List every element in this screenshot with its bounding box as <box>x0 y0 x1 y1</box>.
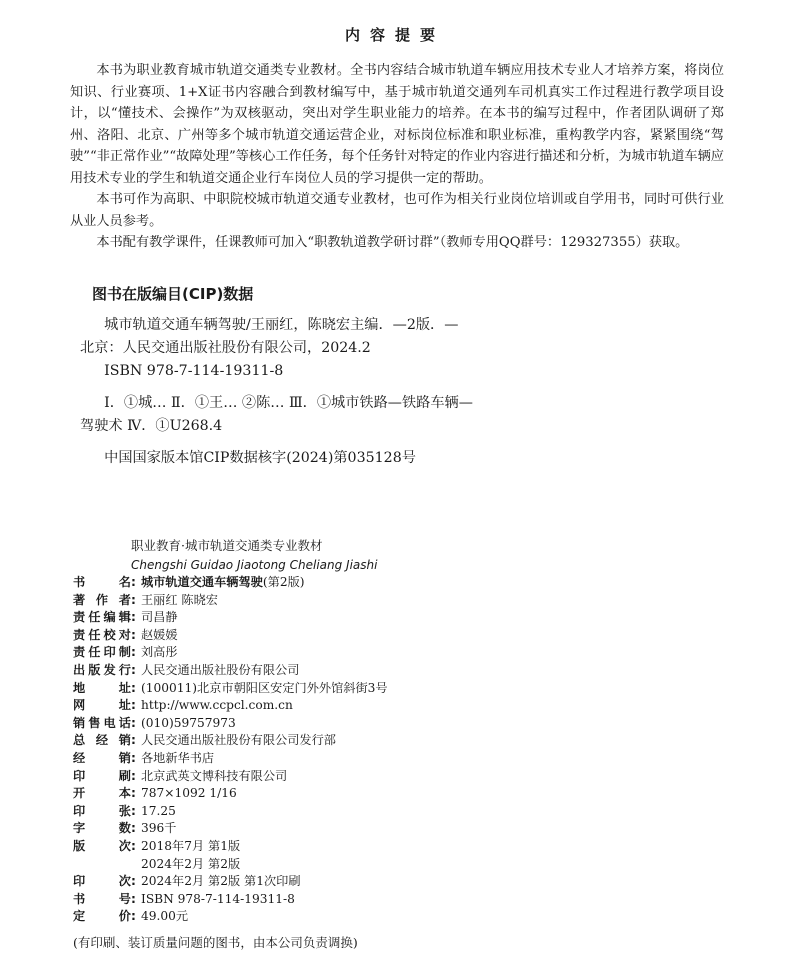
credit-value: 各地新华书店 <box>141 750 215 765</box>
credit-value: 刘高彤 <box>141 645 178 660</box>
edition-note: (第2版) <box>262 575 305 589</box>
credit-row-title: 书名: 城市轨道交通车辆驾驶(第2版) <box>73 574 388 592</box>
summary-paragraph: 本书配有教学课件，任课教师可加入“职教轨道教学研讨群”（教师专用QQ群号：129327355）获取。 <box>96 235 689 250</box>
credit-label: 印刷 <box>73 768 131 783</box>
credit-value: 396千 <box>141 821 177 836</box>
credit-label: 销售电话 <box>73 715 131 730</box>
cip-line: 北京：人民交通出版社股份有限公司，2024.2 <box>80 340 371 356</box>
credit-label: 定价 <box>73 909 131 924</box>
credit-label: 总经销 <box>73 733 131 748</box>
credit-value: 2024年2月 第2版 第1次印刷 <box>141 874 301 889</box>
credit-row-publisher: 出版发行: 人民交通出版社股份有限公司 <box>73 662 388 680</box>
credit-label: 责任印制 <box>73 645 131 660</box>
credit-value: 赵媛媛 <box>141 627 178 642</box>
cip-line: Ⅰ．①城… Ⅱ．①王… ②陈… Ⅲ．①城市铁路—铁路车辆— <box>104 395 473 411</box>
credit-row-edition: 版次: 2018年7月 第1版 <box>73 838 388 856</box>
credits-table <box>73 574 388 926</box>
credit-row-distributor: 总经销: 人民交通出版社股份有限公司发行部 <box>73 732 388 750</box>
credit-value: 王丽红 陈晓宏 <box>141 592 218 607</box>
credit-row-price: 定价: 49.00元 <box>73 908 388 926</box>
credit-row-address: 地址: (100011)北京市朝阳区安定门外外馆斜街3号 <box>73 680 388 698</box>
series-name: 职业教育·城市轨道交通类专业教材 <box>131 538 323 553</box>
summary-paragraph: 本书为职业教育城市轨道交通类专业教材。全书内容结合城市轨道车辆应用技术专业人才培养方案，将岗位知识、行业赛项、1+X证书内容融合到教材编写中，基于城市轨道交通列车司机真实工作过程进行教学项目设计，以“懂技术、会操作”为双核驱动，突出对学生职业能力的培养。在本书的编写过程中，作者团队调研了郑州、洛阳、北京、广州等多个城市轨道交通运营企业，对标岗位标准和职业标准，重构教学内容，紧紧围绕“驾驶”“非正常作业”“故障处理”等核心工作任务，每个任务针对特定的作业内容进行描述和分析，为城市轨道车辆应用技术专业的学生和轨道交通企业行车岗位人员的学习提供一定的帮助。 <box>70 63 724 186</box>
credit-label: 书号 <box>73 891 131 906</box>
credit-row-website: 网址: http://www.ccpcl.com.cn <box>73 697 388 715</box>
credit-label: 责任校对 <box>73 627 131 642</box>
summary-section <box>70 60 724 254</box>
credit-label: 责任编辑 <box>73 610 131 625</box>
quality-notice: (有印刷、装订质量问题的图书，由本公司负责调换) <box>73 935 358 950</box>
cip-record-number: 中国国家版本馆CIP数据核字(2024)第035128号 <box>104 450 416 466</box>
credit-row-editor: 责任编辑: 司昌静 <box>73 609 388 627</box>
credit-value: (100011)北京市朝阳区安定门外外馆斜街3号 <box>141 680 388 695</box>
credit-label: 开本 <box>73 786 131 801</box>
credit-row-authors: 著作者: 王丽红 陈晓宏 <box>73 592 388 610</box>
credit-label: 版次 <box>73 838 131 853</box>
credit-value: 49.00元 <box>141 909 189 924</box>
credit-value: ISBN 978-7-114-19311-8 <box>141 891 295 906</box>
credit-value: 2024年2月 第2版 <box>141 856 241 871</box>
credit-value: 人民交通出版社股份有限公司发行部 <box>141 733 336 748</box>
credit-value: 北京武英文博科技有限公司 <box>141 768 288 783</box>
cip-line: 驾驶术 Ⅳ．①U268.4 <box>80 418 223 434</box>
cip-block <box>80 314 640 470</box>
cip-isbn: ISBN 978-7-114-19311-8 <box>104 363 284 379</box>
credit-row-impression: 印次: 2024年2月 第2版 第1次印刷 <box>73 873 388 891</box>
credit-value: (010)59757973 <box>141 715 236 730</box>
page-heading: 内容提要 <box>344 26 445 44</box>
website-link: http://www.ccpcl.com.cn <box>141 698 293 713</box>
credit-label: 印次 <box>73 874 131 889</box>
credit-row-retail: 经销: 各地新华书店 <box>73 750 388 768</box>
credit-value: 787×1092 1/16 <box>141 786 237 801</box>
credit-row-wordcount: 字数: 396千 <box>73 820 388 838</box>
credit-value: 人民交通出版社股份有限公司 <box>141 662 300 677</box>
credit-row-sheets: 印张: 17.25 <box>73 803 388 821</box>
title-pinyin: Chengshi Guidao Jiaotong Cheliang Jiashi <box>131 558 378 572</box>
credit-label: 经销 <box>73 750 131 765</box>
credit-value: 司昌静 <box>141 610 178 625</box>
credit-value: 17.25 <box>141 803 176 818</box>
credit-label: 字数 <box>73 821 131 836</box>
credit-row-print-manager: 责任印制: 刘高彤 <box>73 644 388 662</box>
credit-row-edition-2 <box>73 856 388 874</box>
credit-label: 网址 <box>73 698 131 713</box>
credit-label: 出版发行 <box>73 662 131 677</box>
credit-row-format: 开本: 787×1092 1/16 <box>73 785 388 803</box>
cip-line: 城市轨道交通车辆驾驶/王丽红，陈晓宏主编．—2版．— <box>104 317 459 333</box>
cip-title: 图书在版编目(CIP)数据 <box>92 285 254 303</box>
book-title: 城市轨道交通车辆驾驶 <box>141 575 263 589</box>
credit-row-phone: 销售电话: (010)59757973 <box>73 715 388 733</box>
summary-paragraph: 本书可作为高职、中职院校城市轨道交通专业教材，也可作为相关行业岗位培训或自学用书，同时可供行业从业人员参考。 <box>70 192 724 229</box>
credit-label: 地址 <box>73 680 131 695</box>
credit-row-proofreader: 责任校对: 赵媛媛 <box>73 627 388 645</box>
credit-label: 著作者 <box>73 592 131 607</box>
credit-row-printer: 印刷: 北京武英文博科技有限公司 <box>73 768 388 786</box>
credit-row-isbn: 书号: ISBN 978-7-114-19311-8 <box>73 891 388 909</box>
credit-value: 2018年7月 第1版 <box>141 838 241 853</box>
credit-label: 书名 <box>73 575 131 589</box>
credit-label: 印张 <box>73 803 131 818</box>
